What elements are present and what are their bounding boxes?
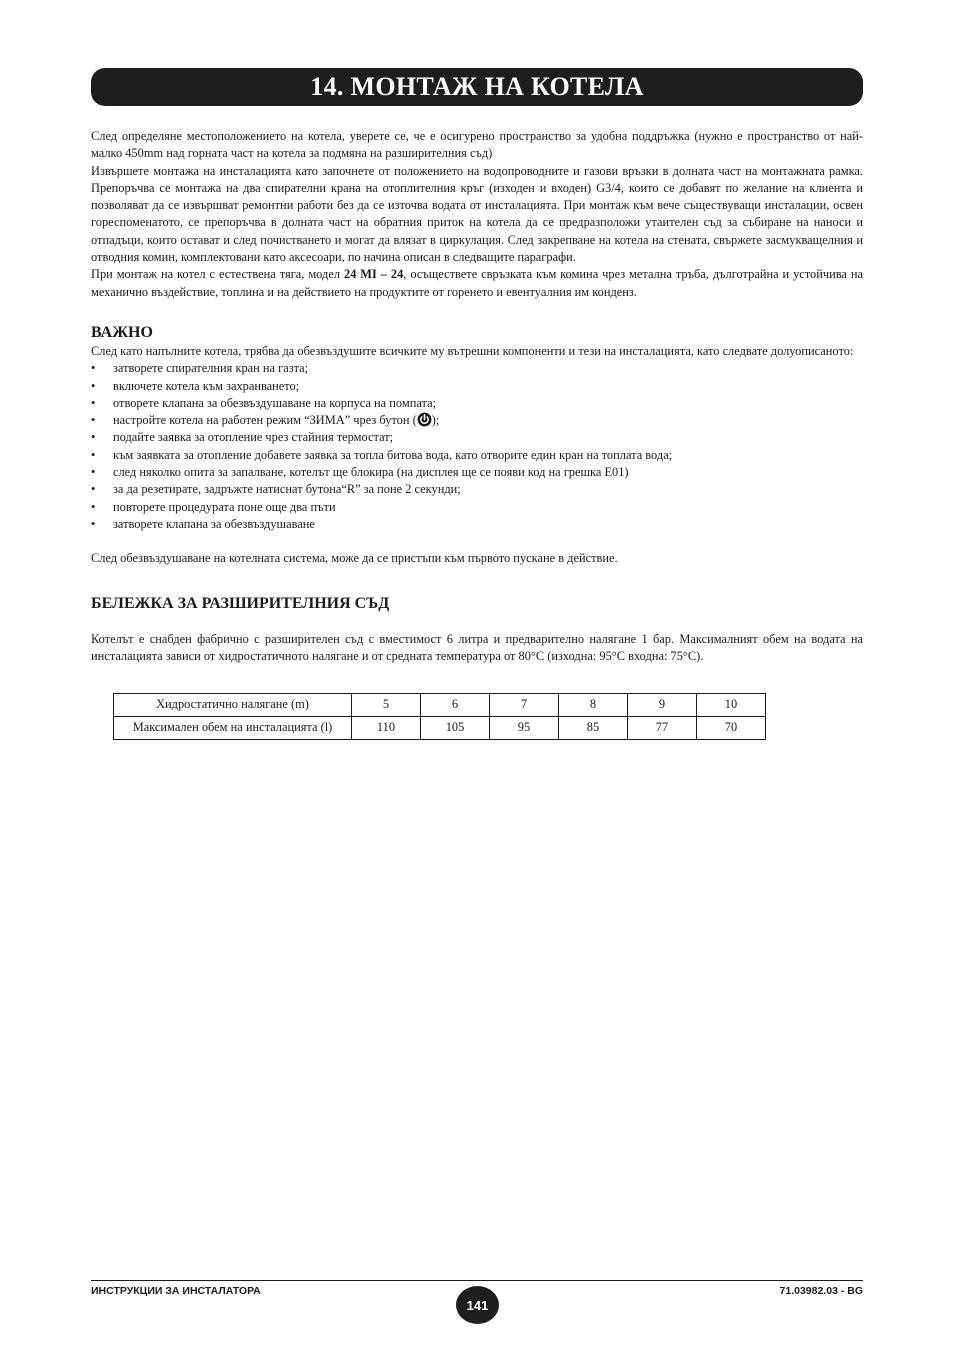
intro-paragraph-2: Извършете монтажа на инсталацията като започнете от положението на водопроводните и газови връзки в долната част на монтажната рамка. Препоръчва се монтажа на два спирателни крана на отоплителния кръг (изходен и входен) G3/4, които се добавят по желание на клиента и позволяват да се извършват ремонтни работи без да се източва водата от инсталацията. При монтаж към вече съществуващи инсталации, освен гореспоменатото, се препоръчва в долната част на обратния приток на котела да се предразположи утаителен съд за събиране на наноси и отпадъци, които остават и след почистването и могат да влязат в циркулация. След закрепване на котела на стената, свържете засмукващелния и отводния комин, комплектовани като аксесоари, по начина описан в следващите параграфи.: [91, 163, 863, 265]
table-cell: 10: [697, 694, 766, 717]
footer-title: ИНСТРУКЦИИ ЗА ИНСТАЛАТОРА: [91, 1285, 261, 1297]
bullet: •: [91, 413, 96, 428]
list-item: [91, 481, 863, 498]
bullet: •: [91, 516, 96, 531]
title-bar: [91, 68, 863, 106]
intro-paragraph-3-end: , осъществете свръзката към комина чрез метална тръба, дълготрайна и устойчива на механично въздействие, топлина и на действието на продуктите от горенето и евентуалния им конденз.: [91, 267, 863, 299]
table-cell: 110: [352, 717, 421, 740]
list-item-text: повторете процедурата поне още два пъти: [113, 499, 336, 514]
expansion-text: Котелът е снабден фабрично с разширителен съд с вместимост 6 литра и предварително налягане 1 бар. Максималният обем на водата на инсталацията зависи от хидростатичното налягане и от средната температура от 80°C (изходна: 95°C входна: 75°C).: [91, 631, 863, 663]
list-item: [91, 360, 863, 377]
main-content: [91, 128, 863, 740]
list-item-text: включете котела към захранването;: [113, 378, 300, 393]
intro-paragraph-3: [91, 266, 863, 301]
intro-paragraph-1: След определяне местоположението на котела, уверете се, че е осигурено пространство за удобна поддръжка (нужно е пространство от най-малко 450mm над горната част на котела за подмяна на разширителния съд): [91, 129, 863, 161]
spacer: [91, 533, 863, 550]
list-item: [91, 412, 863, 429]
important-text: След като напълните котела, трябва да обезвъздушите всичките му вътрешни компоненти и тези на инсталацията, като следвате долуописаното:: [91, 343, 854, 358]
bullet: •: [91, 465, 96, 480]
list-item-text: настройте котела на работен режим “ЗИМА” чрез бутон (: [113, 413, 417, 428]
table-cell: 8: [559, 694, 628, 717]
list-item-text: подайте заявка за отопление чрез стайния термостат;: [113, 430, 394, 445]
page-title: 14. МОНТАЖ НА КОТЕЛА: [310, 72, 644, 101]
table-row-label: Максимален обем на инсталацията (l): [114, 717, 352, 740]
after-bleeding-text: След обезвъздушаване на котелната система, може да се пристъпи към първото пускане в действие.: [91, 551, 618, 566]
table-cell: 7: [490, 694, 559, 717]
model-name: 24 MI – 24: [343, 267, 404, 282]
table-row-label: Хидростатично налягане (m): [114, 694, 352, 717]
list-item-text: затворете спирателния кран на газта;: [113, 361, 309, 376]
list-item: [91, 429, 863, 446]
bullet: •: [91, 361, 96, 376]
bullet: •: [91, 482, 96, 497]
spacer: [91, 614, 863, 631]
list-item: [91, 447, 863, 464]
page-number-badge: 141: [456, 1286, 499, 1324]
table-cell: 9: [628, 694, 697, 717]
intro-paragraph-3-start: При монтаж на котел с естествена тяга, модел: [91, 267, 344, 282]
list-item: [91, 395, 863, 412]
expansion-heading: БЕЛЕЖКА ЗА РАЗШИРИТЕЛНИЯ СЪД: [91, 594, 390, 612]
table-cell: 70: [697, 717, 766, 740]
bullet: •: [91, 499, 96, 514]
table-cell: 85: [559, 717, 628, 740]
bleeding-steps-list: [91, 360, 863, 533]
table-cell: 105: [421, 717, 490, 740]
volume-table: [113, 693, 766, 740]
table-row: [114, 717, 766, 740]
list-item-text: след няколко опита за запалване, котелът ще блокира (на дисплея ще се появи код на грешка E01): [113, 465, 629, 480]
list-item: [91, 378, 863, 395]
important-heading: ВАЖНО: [91, 323, 153, 341]
table-cell: 5: [352, 694, 421, 717]
list-item: [91, 499, 863, 516]
table-cell: 95: [490, 717, 559, 740]
bullet: •: [91, 378, 96, 393]
bullet: •: [91, 447, 96, 462]
power-icon: [417, 412, 432, 427]
list-item: [91, 516, 863, 533]
table-row: [114, 694, 766, 717]
list-item-text: към заявката за отопление добавете заявка за топла битова вода, като отворите един кран на топлата вода;: [113, 447, 673, 462]
list-item-text: отворете клапана за обезвъздушаване на корпуса на помпата;: [113, 395, 437, 410]
bullet: •: [91, 430, 96, 445]
footer-divider: [91, 1280, 863, 1281]
document-code: 71.03982.03 - BG: [779, 1285, 863, 1297]
table-cell: 77: [628, 717, 697, 740]
table-cell: 6: [421, 694, 490, 717]
list-item-text: за да резетирате, задръжте натиснат бутона“R” за поне 2 секунди;: [113, 482, 461, 497]
list-item-text-suffix: );: [431, 413, 440, 428]
list-item: [91, 464, 863, 481]
bullet: •: [91, 395, 96, 410]
list-item-text: затворете клапана за обезвъздушаване: [113, 516, 315, 531]
